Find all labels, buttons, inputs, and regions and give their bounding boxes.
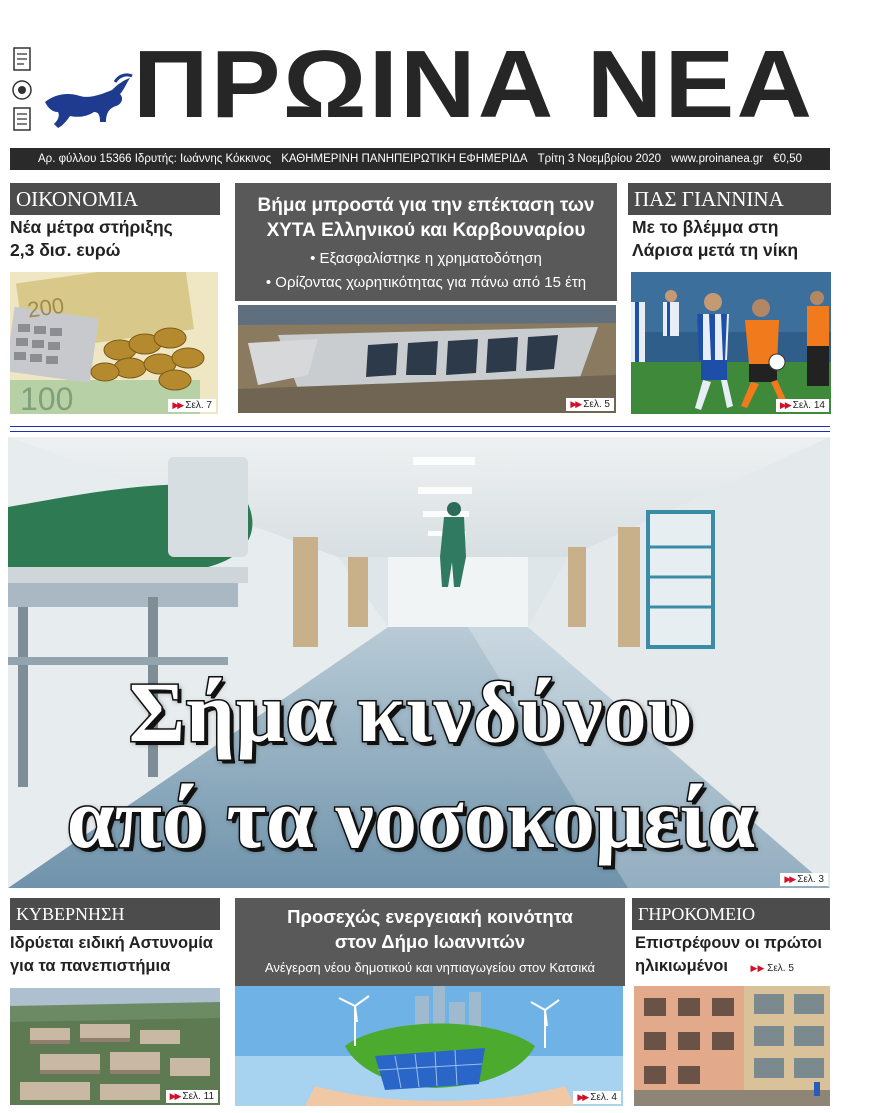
headline-line: Νέα μέτρα στήριξης: [10, 217, 173, 237]
section-pas: ΠΑΣ ΓΙΑΝΝΙΝΑ: [628, 183, 831, 215]
date: Τρίτη 3 Νοεμβρίου 2020: [537, 153, 662, 165]
page-ref[interactable]: ▶▶ Σελ. 14: [776, 399, 829, 412]
side-seals: [10, 46, 36, 136]
landfill-photo[interactable]: [238, 305, 616, 413]
landfill-bullet: • Εξασφαλίστηκε η χρηματοδότηση: [310, 250, 542, 267]
nursing-home-photo[interactable]: [634, 986, 830, 1106]
divider-rule: [10, 426, 830, 427]
page-ref[interactable]: ▶▶ Σελ. 5: [566, 398, 614, 411]
pas-headline[interactable]: [632, 216, 832, 262]
energy-box[interactable]: [235, 898, 625, 986]
headline-line: για τα πανεπιστήμια: [10, 957, 171, 975]
economy-headline[interactable]: [10, 216, 225, 262]
hero-title-line2[interactable]: από τα νοσοκομεία: [66, 770, 756, 866]
section-economy: ΟΙΚΟΝΟΜΙΑ: [10, 183, 220, 215]
bull-logo-icon: [40, 72, 135, 132]
football-photo[interactable]: [631, 272, 831, 414]
headline-line: Επιστρέφουν οι πρώτοι: [635, 934, 822, 952]
campus-photo[interactable]: [10, 988, 220, 1105]
divider-rule: [10, 431, 830, 432]
government-headline[interactable]: [10, 932, 225, 978]
page-ref[interactable]: ▶▶ Σελ. 5: [750, 963, 794, 974]
money-photo[interactable]: [10, 272, 218, 414]
energy-headline-l2: στον Δήμο Ιωαννιτών: [334, 931, 526, 952]
page-ref[interactable]: ▶▶ Σελ. 3: [780, 873, 828, 886]
landfill-headline-l2: ΧΥΤΑ Ελληνικού και Καρβουναρίου: [266, 220, 586, 241]
landfill-box[interactable]: [235, 183, 617, 301]
page-ref-label: Σελ. 5: [583, 399, 610, 410]
tagline: ΚΑΘΗΜΕΡΙΝΗ ΠΑΝΗΠΕΙΡΩΤΙΚΗ ΕΦΗΜΕΡΙΔΑ: [281, 153, 528, 165]
headline-line: ηλικιωμένοι: [635, 957, 728, 975]
issue-info: Αρ. φύλλου 15366 Ιδρυτής: Ιωάννης Κόκκινος: [38, 153, 272, 165]
page-ref-label: Σελ. 14: [792, 400, 825, 411]
website-link[interactable]: www.proinanea.gr: [671, 153, 764, 165]
page-ref-label: Σελ. 3: [797, 874, 824, 885]
landfill-headline-l1: Βήμα μπροστά για την επέκταση των: [257, 195, 595, 216]
page-ref[interactable]: ▶▶ Σελ. 7: [168, 399, 216, 412]
landfill-bullet: • Ορίζοντας χωρητικότητας για πάνω από 15 έτη: [265, 274, 587, 291]
headline-line: Ιδρύεται ειδική Αστυνομία: [10, 934, 213, 952]
energy-headline-l1: Προσεχώς ενεργειακή κοινότητα: [287, 906, 573, 927]
headline-line: Με το βλέμμα στη: [632, 217, 779, 237]
nursing-headline[interactable]: [635, 932, 830, 980]
page-ref[interactable]: ▶▶ Σελ. 4: [573, 1091, 621, 1104]
page-ref[interactable]: ▶▶ Σελ. 11: [166, 1090, 218, 1103]
info-bar: [10, 148, 830, 170]
svg-text:100: 100: [20, 381, 74, 414]
page-ref-label: Σελ. 11: [182, 1091, 214, 1102]
price: €0,50: [773, 153, 802, 165]
energy-subheadline: Ανέγερση νέου δημοτικού και νηπιαγωγείου στον Κατσικά: [264, 960, 596, 975]
svg-text:200: 200: [25, 292, 66, 323]
section-government: ΚΥΒΕΡΝΗΣΗ: [10, 898, 220, 930]
hero-title-line1[interactable]: Σήμα κινδύνου: [128, 664, 694, 760]
masthead-title: ΠΡΩΙΝΑ ΝΕΑ: [133, 31, 815, 138]
headline-line: 2,3 δισ. ευρώ: [10, 240, 121, 260]
energy-photo[interactable]: [235, 986, 623, 1106]
page-ref-label: Σελ. 4: [590, 1092, 617, 1103]
page-ref-label: Σελ. 7: [185, 400, 212, 411]
headline-line: Λάρισα μετά τη νίκη: [632, 240, 799, 260]
section-nursing-home: ΓΗΡΟΚΟΜΕΙΟ: [632, 898, 830, 930]
page-ref-label: Σελ. 5: [767, 963, 794, 974]
